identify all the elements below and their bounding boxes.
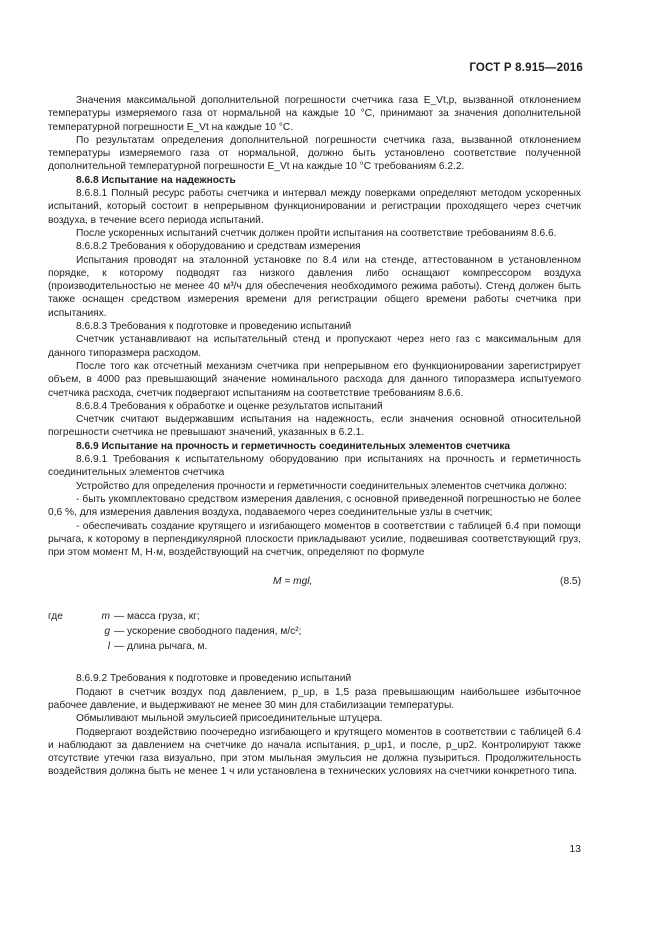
paragraph: Испытания проводят на эталонной установке по 8.4 или на стенде, аттестованном в установленном порядке, к которому подводят газ низкого давления либо оснащают компрессором воздуха (производительностью не менее 40 м³/ч для обеспечения необходимого режима работы). Стенд должен быть также оснащен средством измерения времени для регистрации общего времени работы счетчика при испытаниях. (48, 254, 581, 319)
formula: M = mgl, (273, 576, 313, 588)
legend-text: — длина рычага, м. (114, 641, 208, 653)
paragraph: 8.6.8.1 Полный ресурс работы счетчика и интервал между поверками определяют методом ускоренных испытаний, который состоит в непрерывном функционировании и регистрации проходящего через счетчик воздуха, в течение всего периода испытаний. (48, 188, 581, 226)
where-label: где (48, 611, 63, 623)
subsection-title: 8.6.8.4 Требования к обработке и оценке результатов испытаний (76, 400, 383, 412)
paragraph: Значения максимальной дополнительной погрешности счетчика газа E_Vt,p, вызванной отклонением температуры измеряемого газа от нормальной на каждые 10 °C, принимают за значения дополнительной температурной погрешности E_Vt на каждые 10 °C. (48, 95, 581, 133)
legend-text: — ускорение свободного падения, м/с²; (114, 626, 302, 638)
paragraph: 8.6.9.1 Требования к испытательному оборудованию при испытаниях на прочность и герметичность соединительных элементов счетчика (48, 454, 581, 479)
subsection-title: 8.6.9.2 Требования к подготовке и проведению испытаний (76, 673, 352, 685)
section-heading: 8.6.9 Испытание на прочность и герметичность соединительных элементов счетчика (76, 440, 511, 452)
formula-block (48, 575, 581, 589)
paragraph: Подают в счетчик воздух под давлением, p_up, в 1,5 раза превышающим наибольшее избыточное рабочее давление, и выдерживают не менее 30 мин для стабилизации температуры. (48, 686, 581, 711)
list-item: - обеспечивать создание крутящего и изгибающего моментов в соответствии с таблицей 6.4 при помощи рычага, к которому в перпендикулярной плоскости прикладывают усилие, подвешивая соответствующий груз, при этом момент M, Н·м, воздействующий на счетчик, определяют по формуле (48, 520, 581, 559)
section-heading: 8.6.8 Испытание на надежность (76, 174, 236, 186)
subsection-title: 8.6.8.2 Требования к оборудованию и средствам измерения (76, 241, 361, 253)
document-body (48, 94, 581, 779)
paragraph: После ускоренных испытаний счетчик должен пройти испытания на соответствие требованиям 8.6.6. (76, 227, 557, 239)
paragraph: Счетчик считают выдержавшим испытания на надежность, если значения основной относительной погрешности счетчика не превышают значений, указанных в 6.2.1. (48, 414, 581, 439)
subsection-title: 8.6.8.3 Требования к подготовке и проведению испытаний (76, 321, 352, 333)
legend-row (48, 624, 581, 639)
paragraph: Подвергают воздействию поочередно изгибающего и крутящего моментов в соответствии с таблицей 6.4 и наблюдают за давлением на счетчике до начала испытания, p_up1, и после, p_up2. Контролируют также отсутствие утечки газа визуально, при этом мыльная эмульсия не должна пузыриться. Продолжительность воздействия должна быть не менее 1 ч или установлена в технических условиях на счетчики конкретного типа. (48, 726, 581, 778)
list-item: - быть укомплектовано средством измерения давления, с основной приведенной погрешностью не более 0,6 %, для измерения давления воздуха, подаваемого через соединительные узлы в счетчик; (48, 493, 581, 519)
paragraph: После того как отсчетный механизм счетчика при непрерывном его функционировании зарегистрирует объем, в 4000 раз превышающий значение номинального расхода для данного типоразмера испытуемого счетчика расхода, счетчик подвергают испытаниям на соответствие требованиям 8.6.6. (48, 360, 581, 399)
page-number: 13 (569, 843, 581, 855)
formula-number: (8.5) (560, 576, 581, 588)
paragraph: Устройство для определения прочности и герметичности соединительных элементов счетчика должно: (76, 480, 567, 492)
legend-text: — масса груза, кг; (114, 611, 200, 623)
legend-symbol: m (101, 611, 110, 623)
paragraph: Счетчик устанавливают на испытательный стенд и пропускают через него газ с максимальным для данного типоразмера расходом. (48, 334, 581, 359)
paragraph: По результатам определения дополнительной погрешности счетчика газа, вызванной отклонением температуры измеряемого газа от нормальной, должно быть установлено соответствие полученной дополнительной температурной погрешности E_Vt на каждые 10 °C требованиям 6.2.2. (48, 134, 581, 173)
legend-symbol: g (104, 626, 110, 638)
formula-legend (48, 609, 581, 654)
legend-row (48, 639, 581, 654)
standard-code-header: ГОСТ Р 8.915—2016 (469, 62, 583, 74)
paragraph: Обмыливают мыльной эмульсией присоединительные штуцера. (76, 713, 383, 725)
legend-row (48, 609, 581, 624)
legend-symbol: l (107, 641, 110, 653)
